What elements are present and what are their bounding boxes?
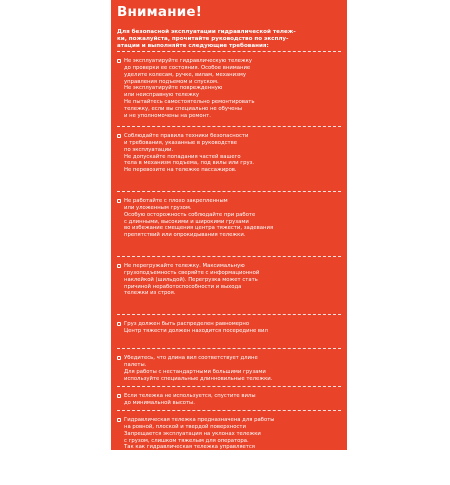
checkbox-icon xyxy=(117,264,121,268)
requirement-line: Не пытайтесь самостоятельно ремонтировать xyxy=(124,99,255,106)
requirement-text xyxy=(124,133,342,174)
requirement-line: до минимальной высоты. xyxy=(124,399,195,406)
intro-line: Для безопасной эксплуатации гидравлической тележ- xyxy=(117,29,296,35)
requirement-line: используйте специальные длинновильные тележки. xyxy=(124,375,273,382)
requirement-line: во избежание смещения центра тяжести, задевания xyxy=(124,225,274,232)
requirement-line: на ровной, плоской и твердой поверхности xyxy=(124,423,246,430)
requirement-line: Не эксплуатируйте поврежденную xyxy=(124,85,223,92)
requirement-line: уделите колесам, ручке, вилам, механизму xyxy=(124,71,247,78)
requirement-text xyxy=(124,198,342,239)
checkbox-icon xyxy=(117,322,121,326)
requirement-line: и требования, указанные в руководстве xyxy=(124,139,238,146)
requirement-line: препятствий или опрокидывания тележки. xyxy=(124,232,246,239)
requirement-text xyxy=(124,263,342,297)
requirement-line: наклейкой (шильдой). Перегрузка может стать xyxy=(124,276,258,283)
requirement-line: Центр тяжести должен находится посередине вил xyxy=(124,327,268,334)
requirement-line: вручную, оператор должен быть физически способен xyxy=(124,451,276,458)
section-divider xyxy=(117,191,341,192)
section-divider xyxy=(117,126,341,127)
requirement-line: Запрещается эксплуатация на уклонах тележки xyxy=(124,430,261,437)
requirement-text xyxy=(124,393,342,407)
requirement-line: тележку, если вы специально не обучены xyxy=(124,105,243,112)
requirement-text xyxy=(124,417,342,485)
requirement-line: Соблюдайте правила техники безопасности xyxy=(124,133,249,139)
requirement-line: Не перевозите на тележке пассажиров. xyxy=(124,167,237,174)
section-divider xyxy=(117,386,341,387)
intro-line: атации и выполняйте следующие требования: xyxy=(117,43,269,49)
checkbox-icon xyxy=(117,418,121,422)
requirement-line: тележки из строя. xyxy=(124,290,176,297)
requirement-text xyxy=(124,355,342,382)
requirement-line: или неисправную тележку xyxy=(124,92,200,99)
requirement-line: грузоподъемность сверяйте с информационной xyxy=(124,269,260,276)
section-divider xyxy=(117,256,341,257)
requirement-line: Особую осторожность соблюдайте при работе xyxy=(124,211,256,218)
requirement-text xyxy=(124,321,342,335)
intro-text xyxy=(117,29,343,50)
requirement-text xyxy=(124,58,342,120)
section-divider xyxy=(117,410,341,411)
requirement-line: Груз должен быть распределен равномерно xyxy=(124,321,250,327)
page-title: Внимание! xyxy=(117,4,203,20)
requirement-line: причиной неработоспособности и выхода xyxy=(124,283,242,290)
intro-line: ки, пожалуйста, прочитайте руководство по эксплу- xyxy=(117,36,289,42)
requirement-line: Если тележка не используется, спустите вилы xyxy=(124,393,256,399)
checkbox-icon xyxy=(117,59,121,63)
requirement-line: Для работы с нестандартными большими грузами xyxy=(124,368,266,375)
warning-panel xyxy=(111,0,347,485)
requirement-line: до проверки ее состояния. Особое внимание xyxy=(124,64,251,71)
requirement-line: управления подъемом и спуском. xyxy=(124,78,219,85)
checkbox-icon xyxy=(117,199,121,203)
section-divider xyxy=(117,348,341,349)
requirement-line: Убедитесь, что длина вил соответствует длине xyxy=(124,355,258,361)
requirement-line: Не работайте с плохо закрепленным xyxy=(124,198,228,204)
requirement-line: с грузом, слишком тяжелым для оператора. xyxy=(124,437,249,444)
requirement-line: Так как гидравлическая тележка управляется xyxy=(124,444,255,451)
section-divider xyxy=(117,314,341,315)
requirement-line: по эксплуатации. xyxy=(124,146,174,153)
requirement-line: Не допускайте попадания частей вашего xyxy=(124,153,241,160)
checkbox-icon xyxy=(117,356,121,360)
section-divider xyxy=(117,51,341,52)
requirement-line: работать с нагруженной тележкой. xyxy=(124,458,225,465)
requirement-line: Не эксплуатируйте гидравлическую тележку xyxy=(124,58,252,64)
requirement-line: Гидравлическая тележка предназначена для работы xyxy=(124,417,275,423)
requirement-line: с длинными, высокими и широкими грузами xyxy=(124,218,249,225)
requirement-line: тела в механизм подъема, под вилы или груз. xyxy=(124,160,255,167)
checkbox-icon xyxy=(117,134,121,138)
requirement-line: При необходимости тележка может быть аварийно xyxy=(124,464,270,471)
requirement-line: или уложенным грузом. xyxy=(124,204,192,211)
requirement-line: остановлена методом полного опускания груза xyxy=(124,471,259,478)
requirement-line: до земли. xyxy=(124,478,152,485)
requirement-line: палеты. xyxy=(124,361,147,368)
checkbox-icon xyxy=(117,394,121,398)
requirement-line: и не уполномочены на ремонт. xyxy=(124,112,211,119)
requirement-line: Не перегружайте тележку. Максимальную xyxy=(124,263,245,269)
